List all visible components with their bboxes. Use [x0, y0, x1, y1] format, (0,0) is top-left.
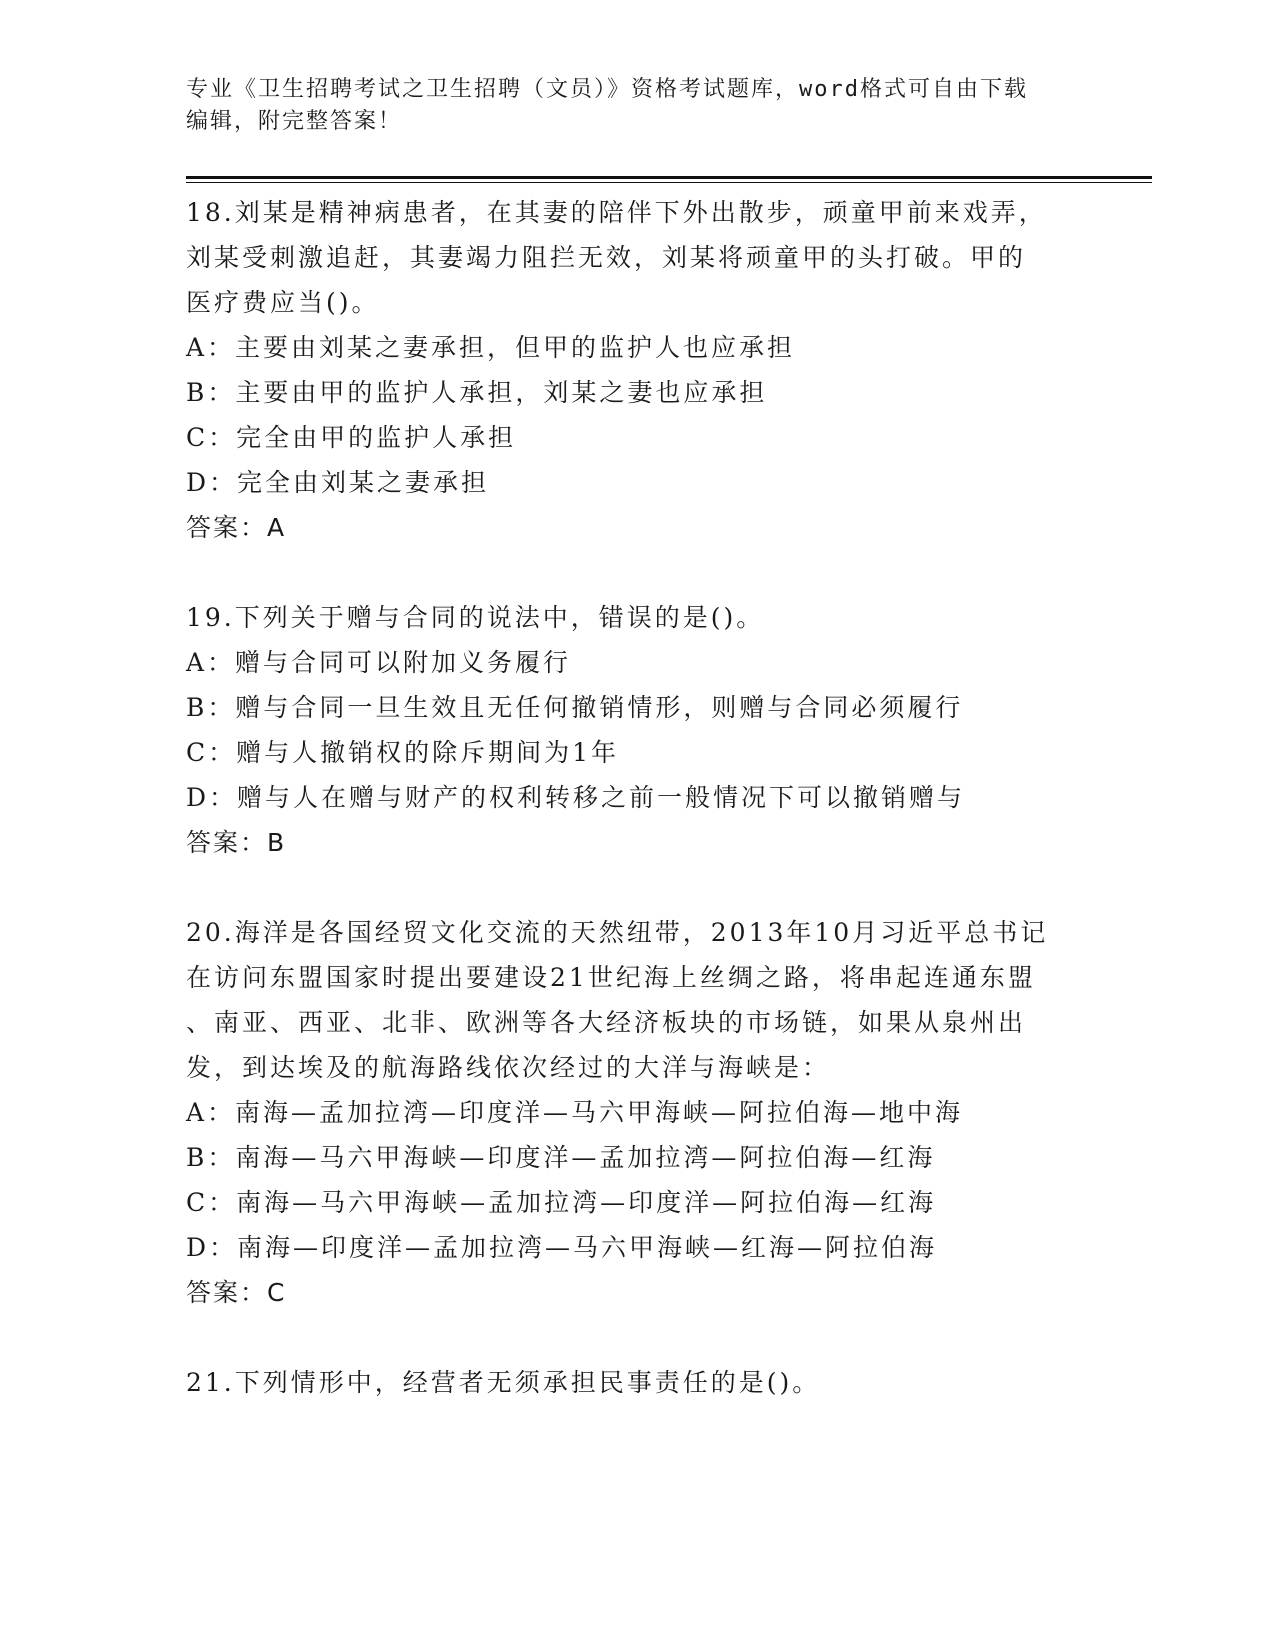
question-text-line: 18.刘某是精神病患者，在其妻的陪伴下外出散步，顽童甲前来戏弄， [186, 198, 1047, 227]
question-text-line: 、南亚、西亚、北非、欧洲等各大经济板块的市场链，如果从泉州出 [186, 1008, 1027, 1037]
question-list [186, 190, 1086, 1405]
option-a: A：主要由刘某之妻承担，但甲的监护人也应承担 [186, 333, 796, 362]
answer-label: 答案：A [186, 513, 287, 542]
option-a: A：赠与合同可以附加义务履行 [186, 648, 572, 677]
header-divider-thick [186, 176, 1152, 179]
question-spacer [186, 865, 1086, 910]
question-text-line: 20.海洋是各国经贸文化交流的天然纽带，2013年10月习近平总书记 [186, 918, 1049, 947]
question-text-line: 19.下列关于赠与合同的说法中，错误的是()。 [186, 603, 765, 632]
answer-label: 答案：B [186, 828, 287, 857]
document-header [186, 74, 1066, 138]
question-text-line: 在访问东盟国家时提出要建设21世纪海上丝绸之路，将串起连通东盟 [186, 963, 1036, 992]
header-divider-thin [186, 182, 1152, 183]
option-c: C：赠与人撤销权的除斥期间为1年 [186, 738, 620, 767]
question-text-line: 21.下列情形中，经营者无须承担民事责任的是()。 [186, 1368, 821, 1397]
option-d: D：南海—印度洋—孟加拉湾—马六甲海峡—红海—阿拉伯海 [186, 1233, 938, 1262]
question-text-line: 刘某受刺激追赶，其妻竭力阻拦无效，刘某将顽童甲的头打破。甲的 [186, 243, 1027, 272]
answer-label: 答案：C [186, 1278, 287, 1307]
question-20 [186, 910, 1086, 1315]
question-spacer [186, 550, 1086, 595]
question-spacer [186, 1315, 1086, 1360]
question-text-line: 发，到达埃及的航海路线依次经过的大洋与海峡是： [186, 1053, 831, 1082]
question-text-line: 医疗费应当()。 [186, 288, 380, 317]
option-b: B：南海—马六甲海峡—印度洋—孟加拉湾—阿拉伯海—红海 [186, 1143, 936, 1172]
option-c: C：南海—马六甲海峡—孟加拉湾—印度洋—阿拉伯海—红海 [186, 1188, 937, 1217]
header-line-2: 编辑，附完整答案！ [186, 109, 403, 134]
question-18 [186, 190, 1086, 550]
option-d: D：赠与人在赠与财产的权利转移之前一般情况下可以撤销赠与 [186, 783, 966, 812]
question-19 [186, 595, 1086, 865]
header-line-1: 专业《卫生招聘考试之卫生招聘（文员）》资格考试题库，word格式可自由下载 [186, 77, 1028, 102]
option-d: D：完全由刘某之妻承担 [186, 468, 490, 497]
option-b: B：主要由甲的监护人承担，刘某之妻也应承担 [186, 378, 768, 407]
option-c: C：完全由甲的监护人承担 [186, 423, 517, 452]
option-a: A：南海—孟加拉湾—印度洋—马六甲海峡—阿拉伯海—地中海 [186, 1098, 964, 1127]
question-21 [186, 1360, 1086, 1405]
option-b: B：赠与合同一旦生效且无任何撤销情形，则赠与合同必须履行 [186, 693, 964, 722]
